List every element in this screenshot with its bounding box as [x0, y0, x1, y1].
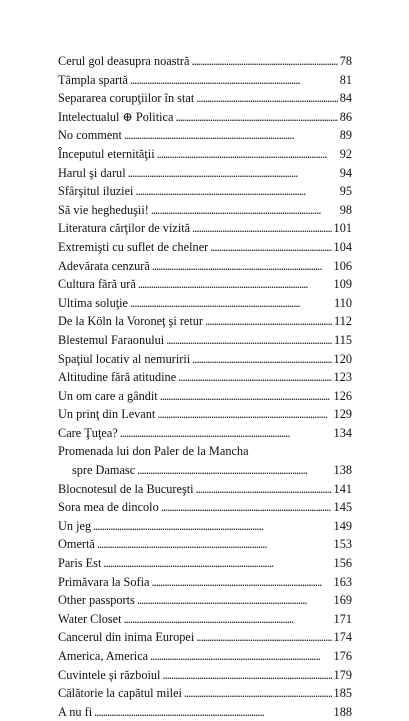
toc-entry-title: Promenada lui don Paler de la Mancha	[58, 444, 249, 459]
toc-entry-title: Un prinţ din Levant	[58, 407, 156, 422]
dot-leader	[135, 182, 337, 201]
dot-leader	[124, 610, 332, 629]
toc-entry-title: Începutul eternităţii	[58, 146, 155, 161]
dot-leader	[175, 108, 337, 127]
toc-entry	[58, 294, 352, 313]
dot-leader	[152, 573, 332, 592]
toc-entry-page: 123	[333, 370, 352, 385]
toc-entry	[58, 517, 352, 536]
dot-leader	[150, 647, 331, 666]
toc-entry	[58, 554, 352, 573]
toc-entry-page: 141	[333, 481, 352, 496]
toc-entry-title: Extremişti cu suflet de chelner	[58, 239, 209, 254]
toc-entry	[58, 666, 352, 685]
toc-entry	[58, 312, 352, 331]
toc-entry-title: A nu fi	[58, 704, 93, 719]
toc-entry-title: Călătorie la capătul milei	[58, 686, 182, 701]
toc-entry	[58, 535, 352, 554]
dot-leader	[103, 554, 331, 573]
toc-entry	[58, 126, 352, 145]
dot-leader	[205, 312, 332, 331]
dot-leader	[128, 164, 338, 183]
toc-entry-title: Literatura cărţilor de vizită	[58, 221, 191, 236]
toc-entry-page: 115	[334, 332, 352, 347]
toc-entry-page: 84	[339, 91, 352, 106]
toc-entry-page: 81	[339, 72, 352, 87]
toc-entry	[58, 442, 352, 479]
toc-entry-page: 106	[333, 258, 352, 273]
toc-entry-page: 134	[333, 425, 352, 440]
toc-entry-page: 176	[333, 649, 352, 663]
toc-entry-page: 95	[339, 184, 352, 199]
toc-entry-page: 179	[333, 667, 352, 682]
toc-entry	[58, 52, 352, 71]
dot-leader	[184, 684, 332, 703]
dot-leader	[157, 145, 338, 164]
toc-entry	[58, 480, 352, 499]
toc-entry	[58, 275, 352, 294]
toc-entry	[58, 647, 352, 666]
toc-entry-title: Water Closet	[58, 611, 122, 626]
toc-entry	[58, 703, 352, 721]
toc-entry-title: Un jeg	[58, 518, 92, 533]
toc-entry	[58, 498, 352, 517]
toc-entry-title: Spaţiul locativ al nemuririi	[58, 351, 191, 366]
toc-entry-title: Harul şi darul	[58, 165, 126, 180]
dot-leader	[138, 275, 332, 294]
dot-leader	[151, 201, 338, 220]
toc-entry-page: 129	[333, 407, 352, 422]
dot-leader	[161, 498, 332, 517]
toc-entry	[58, 89, 352, 108]
toc-entry-page: 174	[333, 630, 352, 645]
toc-entry-page: 153	[333, 537, 352, 552]
toc-entry-page: 98	[339, 202, 352, 217]
toc-entry-page: 109	[333, 277, 352, 292]
toc-entry	[58, 610, 352, 629]
toc-entry-title: Primăvara la Sofia	[58, 574, 150, 589]
table-of-contents	[58, 52, 352, 721]
toc-entry-title: Cuvintele şi războiul	[58, 667, 161, 682]
dot-leader	[97, 535, 332, 554]
dot-leader	[94, 703, 331, 721]
toc-entry-title: No comment	[58, 128, 122, 143]
toc-entry-page: 171	[333, 611, 352, 626]
toc-entry	[58, 424, 352, 443]
toc-entry	[58, 164, 352, 183]
toc-entry	[58, 71, 352, 90]
toc-entry-title: Ultima soluţie	[58, 295, 129, 310]
dot-leader	[196, 628, 331, 647]
toc-entry-title: Care Ţuţea?	[58, 425, 118, 440]
toc-entry-page: 92	[339, 146, 352, 161]
toc-entry-title-continued: spre Damasc	[72, 463, 136, 478]
toc-entry-title: De la Köln la Voroneţ şi retur	[58, 314, 204, 329]
toc-entry-title: Paris Est	[58, 556, 102, 571]
toc-entry-page: 126	[333, 388, 352, 403]
toc-entry-page: 112	[334, 314, 352, 329]
toc-entry	[58, 368, 352, 387]
toc-entry-page: 149	[333, 518, 352, 533]
toc-entry-page: 94	[339, 165, 352, 180]
toc-section-top	[58, 52, 352, 442]
toc-entry-page: 78	[339, 54, 352, 68]
dot-leader	[137, 461, 331, 480]
toc-entry-page: 185	[333, 686, 352, 701]
dot-leader	[120, 424, 332, 443]
dot-leader	[162, 666, 331, 685]
dot-leader	[137, 591, 332, 610]
toc-entry-page: 156	[333, 556, 352, 571]
toc-entry-title: Un om care a gândit	[58, 388, 158, 403]
toc-entry-title: Cancerul din inima Europei	[58, 630, 195, 645]
toc-entry-page: 110	[334, 295, 352, 310]
toc-entry-page: 145	[333, 500, 352, 515]
toc-entry	[58, 628, 352, 647]
toc-entry-title: Blocnotesul de la Bucureşti	[58, 481, 194, 496]
dot-leader	[130, 294, 332, 313]
toc-entry	[58, 201, 352, 220]
dot-leader	[196, 480, 332, 499]
dot-leader	[130, 71, 338, 90]
toc-entry-title: Să vie hegheduşii!	[58, 202, 149, 217]
toc-entry-page: 104	[333, 239, 352, 254]
toc-entry-title: Cerul gol deasupra noastră	[58, 54, 190, 68]
toc-entry-page: 138	[333, 463, 352, 478]
toc-entry	[58, 145, 352, 164]
dot-leader	[192, 350, 331, 369]
dot-leader	[178, 368, 331, 387]
dot-leader	[191, 52, 337, 71]
toc-entry-page: 120	[333, 351, 352, 366]
toc-entry-page: 101	[333, 221, 352, 236]
dot-leader	[124, 126, 338, 145]
toc-entry-page: 188	[333, 704, 352, 719]
dot-leader	[93, 517, 331, 536]
toc-section-bottom	[58, 480, 352, 721]
toc-entry	[58, 257, 352, 276]
toc-entry	[58, 108, 352, 127]
toc-entry-title: Other passports	[58, 593, 135, 608]
toc-entry-title: Cultura fără ură	[58, 277, 136, 292]
toc-entry-page: 89	[339, 128, 352, 143]
toc-entry	[58, 182, 352, 201]
toc-entry-title: Adevărata cenzură	[58, 258, 150, 273]
toc-entry-title: Sora mea de dincolo	[58, 500, 159, 515]
toc-entry-title: Altitudine fără atitudine	[58, 370, 177, 385]
toc-entry	[58, 405, 352, 424]
dot-leader	[166, 331, 332, 350]
dot-leader	[192, 219, 331, 238]
toc-entry	[58, 331, 352, 350]
toc-entry-title: Sfârşitul iluziei	[58, 184, 134, 199]
toc-entry	[58, 573, 352, 592]
toc-entry-page: 169	[333, 593, 352, 608]
dot-leader	[152, 257, 332, 276]
toc-entry-title: America, America	[58, 649, 149, 663]
toc-entry	[58, 238, 352, 257]
dot-leader	[160, 387, 332, 406]
toc-entry	[58, 219, 352, 238]
toc-entry-title: Separarea corupţiilor în stat	[58, 91, 195, 106]
toc-entry	[58, 684, 352, 703]
toc-entry-title: Tâmpla spartă	[58, 72, 128, 87]
toc-entry-page: 163	[333, 574, 352, 589]
toc-entry-title: Blestemul Faraonului	[58, 332, 165, 347]
toc-entry	[58, 350, 352, 369]
dot-leader	[210, 238, 331, 257]
toc-entry	[58, 591, 352, 610]
toc-entry-page: 86	[339, 109, 352, 124]
dot-leader	[196, 89, 337, 108]
dot-leader	[157, 405, 331, 424]
toc-entry-title: Omertă	[58, 537, 95, 552]
toc-entry-title: Intelectualul ⊕ Politica	[58, 109, 174, 124]
toc-entry	[58, 387, 352, 406]
toc-entry-continuation	[58, 461, 352, 480]
